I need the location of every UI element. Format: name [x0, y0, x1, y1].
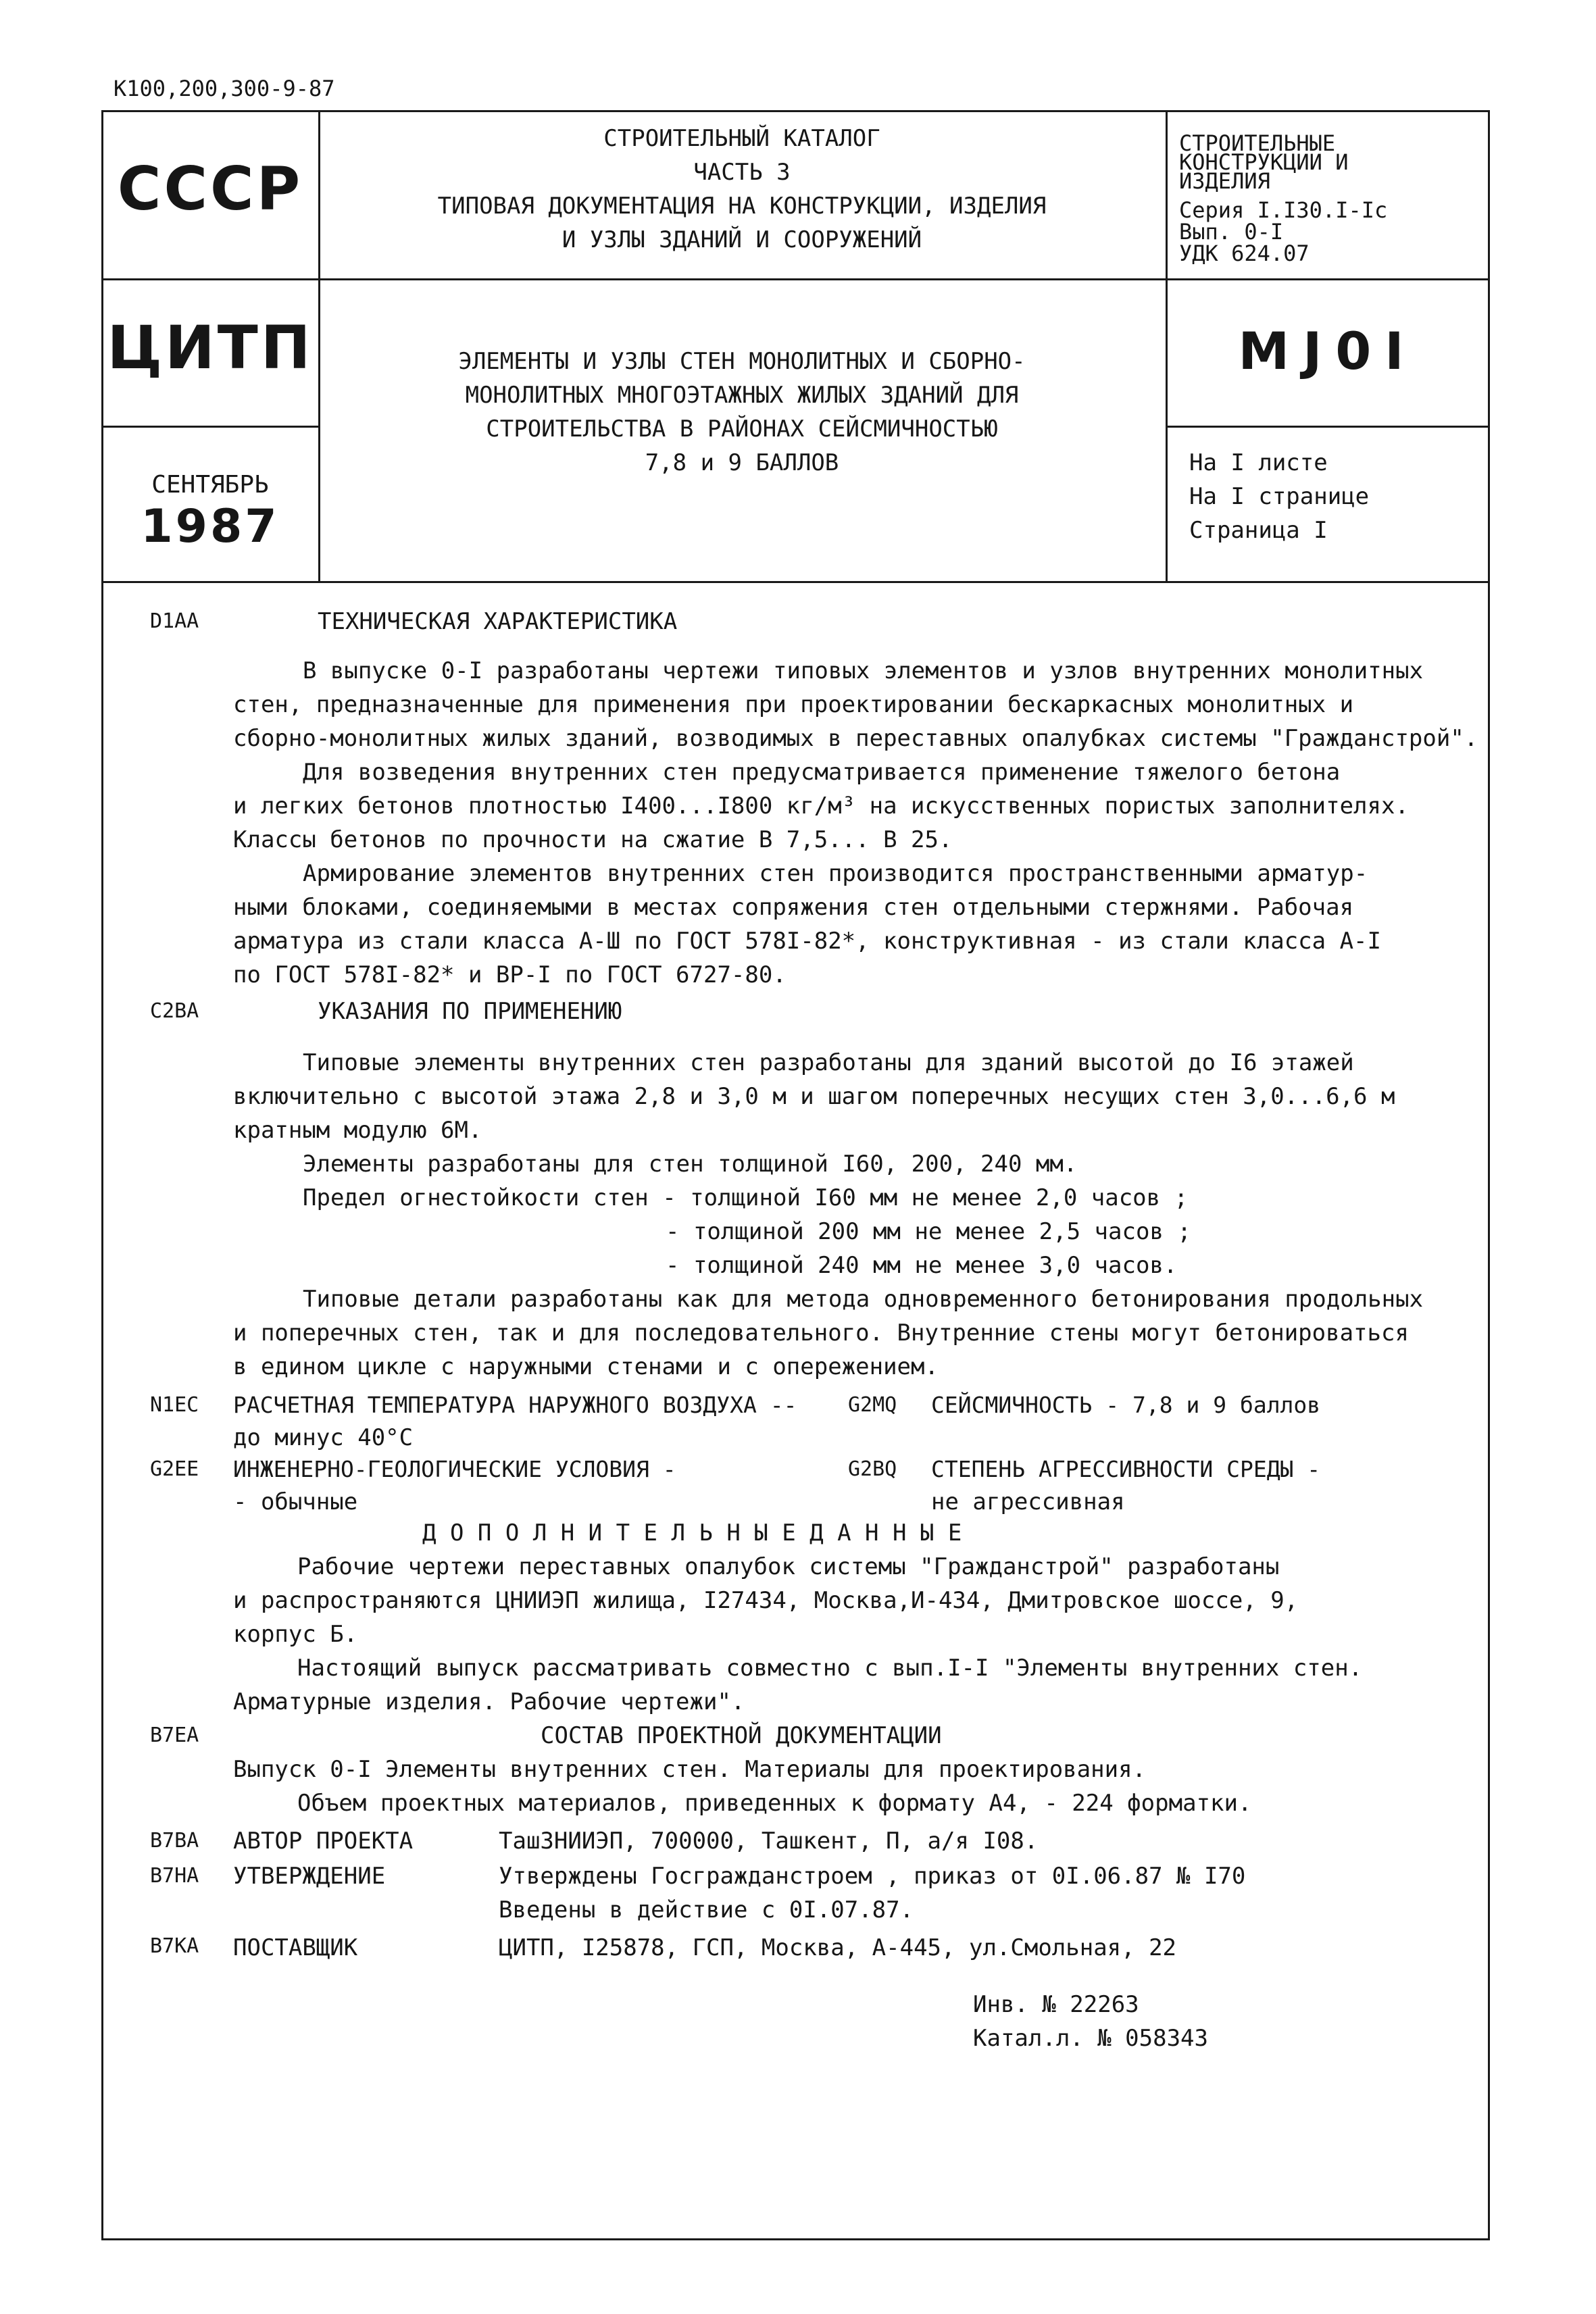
section-code: B7BA: [150, 1829, 199, 1853]
text-line: кратным модулю 6М.: [233, 1117, 482, 1144]
supplier-label: ПОСТАВЩИК: [233, 1934, 358, 1961]
org-mark: ЦИТП: [107, 313, 314, 382]
title-line: СТРОИТЕЛЬСТВА В РАЙОНАХ СЕЙСМИЧНОСТЬЮ: [486, 416, 998, 443]
text-line: Типовые элементы внутренних стен разработаны для зданий высотой до I6 этажей: [303, 1049, 1354, 1076]
text-line: Типовые детали разработаны как для метода одновременного бетонирования продольных: [303, 1286, 1424, 1313]
catalog-line: ТИПОВАЯ ДОКУМЕНТАЦИЯ НА КОНСТРУКЦИИ, ИЗДЕЛИЯ: [437, 193, 1047, 220]
aggressiveness-value: не агрессивная: [931, 1488, 1125, 1515]
text-line: В выпуске 0-I разработаны чертежи типовых элементов и узлов внутренних монолитных: [303, 657, 1424, 684]
approval-value: Утверждены Госгражданстроем , приказ от 0I.06.87 № I70: [499, 1863, 1246, 1890]
sheet-line: На I листе: [1189, 449, 1328, 476]
text-line: по ГОСТ 578I-82* и ВР-I по ГОСТ 6727-80.: [233, 961, 787, 988]
series-line: КОНСТРУКЦИИ И: [1179, 149, 1349, 175]
issue-year: 1987: [141, 500, 280, 553]
text-line: Настоящий выпуск рассматривать совместно с вып.I-I "Элементы внутренних стен.: [297, 1655, 1363, 1682]
series-number: Серия I.I30.I-Ic: [1179, 197, 1388, 223]
text-line: и поперечных стен, так и для последовательного. Внутренние стены могут бетонироваться: [233, 1319, 1409, 1347]
title-line: 7,8 и 9 БАЛЛОВ: [645, 449, 839, 476]
param-code: G2MQ: [848, 1393, 897, 1417]
sheet-line: На I странице: [1189, 483, 1370, 510]
catalog-code: МJ0I: [1238, 321, 1418, 381]
temperature-label: РАСЧЕТНАЯ ТЕМПЕРАТУРА НАРУЖНОГО ВОЗДУХА --: [233, 1392, 797, 1418]
udc-code: УДК 624.07: [1179, 241, 1310, 266]
text-line: корпус Б.: [233, 1621, 358, 1648]
text-line: сборно-монолитных жилых зданий, возводимых в переставных опалубках системы "Гражданстрой".: [233, 725, 1478, 752]
catalog-line: ЧАСТЬ 3: [693, 159, 791, 186]
text-line: - толщиной 240 мм не менее 3,0 часов.: [666, 1252, 1178, 1279]
text-line: и распространяются ЦНИИЭП жилища, I27434, Москва,И-434, Дмитровское шоссе, 9,: [233, 1587, 1299, 1614]
title-line: МОНОЛИТНЫХ МНОГОЭТАЖНЫХ ЖИЛЫХ ЗДАНИЙ ДЛЯ: [465, 382, 1019, 409]
geology-label: ИНЖЕНЕРНО-ГЕОЛОГИЧЕСКИЕ УСЛОВИЯ -: [233, 1456, 676, 1482]
text-line: Элементы разработаны для стен толщиной I60, 200, 240 мм.: [303, 1151, 1078, 1178]
section-code: B7HA: [150, 1864, 199, 1888]
geology-value: - обычные: [233, 1488, 358, 1515]
issue-month: СЕНТЯБРЬ: [151, 471, 269, 499]
text-line: Рабочие чертежи переставных опалубок системы "Гражданстрой" разработаны: [297, 1553, 1280, 1580]
text-line: - толщиной 200 мм не менее 2,5 часов ;: [666, 1218, 1191, 1245]
section-heading: Д О П О Л Н И Т Е Л Ь Н Ы Е Д А Н Н Ы Е: [422, 1519, 962, 1546]
section-code: B7KA: [150, 1934, 199, 1958]
param-code: G2BQ: [848, 1457, 897, 1481]
text-line: Армирование элементов внутренних стен производится пространственными арматур-: [303, 860, 1368, 887]
author-label: АВТОР ПРОЕКТА: [233, 1828, 414, 1855]
text-line: Предел огнестойкости стен - толщиной I60 мм не менее 2,0 часов ;: [303, 1184, 1189, 1211]
text-line: Объем проектных материалов, приведенных к формату А4, - 224 форматки.: [297, 1790, 1252, 1817]
approval-label: УТВЕРЖДЕНИЕ: [233, 1863, 386, 1890]
text-line: и легких бетонов плотностью I400...I800 кг/м³ на искусственных пористых заполнителях.: [233, 793, 1409, 820]
section-heading: ТЕХНИЧЕСКАЯ ХАРАКТЕРИСТИКА: [318, 608, 678, 635]
sheet-line: Страница I: [1189, 517, 1328, 544]
country-mark: СССР: [117, 154, 303, 224]
section-code: D1AA: [150, 609, 199, 633]
inventory-number: Инв. № 22263: [973, 1991, 1139, 2018]
series-line: ИЗДЕЛИЯ: [1179, 168, 1270, 194]
supplier-value: ЦИТП, I25878, ГСП, Москва, А-445, ул.Смольная, 22: [499, 1934, 1177, 1961]
aggressiveness-label: СТЕПЕНЬ АГРЕССИВНОСТИ СРЕДЫ -: [931, 1456, 1321, 1482]
text-line: ными блоками, соединяемыми в местах сопряжения стен отдельными стержнями. Рабочая: [233, 894, 1354, 921]
text-line: включительно с высотой этажа 2,8 и 3,0 м и шагом поперечных несущих стен 3,0...6,6 м: [233, 1083, 1395, 1110]
text-line: Классы бетонов по прочности на сжатие В 7,5... В 25.: [233, 826, 953, 853]
text-line: Для возведения внутренних стен предусматривается применение тяжелого бетона: [303, 759, 1341, 786]
series-line: СТРОИТЕЛЬНЫЕ: [1179, 130, 1336, 156]
param-code: N1EC: [150, 1393, 199, 1417]
text-line: Выпуск 0-I Элементы внутренних стен. Материалы для проектирования.: [233, 1756, 1147, 1783]
doc-reference: К100,200,300-9-87: [114, 76, 335, 101]
catalog-line: И УЗЛЫ ЗДАНИЙ И СООРУЖЕНИЙ: [562, 226, 922, 253]
effective-date: Введены в действие с 0I.07.87.: [499, 1896, 914, 1923]
text-line: арматура из стали класса А-Ш по ГОСТ 578I-82*, конструктивная - из стали класса А-I: [233, 928, 1381, 955]
issue-number: Вып. 0-I: [1179, 219, 1284, 245]
section-heading: СОСТАВ ПРОЕКТНОЙ ДОКУМЕНТАЦИИ: [541, 1722, 942, 1749]
text-line: Арматурные изделия. Рабочие чертежи".: [233, 1688, 745, 1715]
title-line: ЭЛЕМЕНТЫ И УЗЛЫ СТЕН МОНОЛИТНЫХ И СБОРНО-: [458, 348, 1026, 375]
author-value: ТашЗНИИЭП, 700000, Ташкент, П, а/я I08.: [499, 1828, 1039, 1855]
section-heading: УКАЗАНИЯ ПО ПРИМЕНЕНИЮ: [318, 998, 622, 1025]
param-code: G2EE: [150, 1457, 199, 1481]
temperature-value: до минус 40°С: [233, 1424, 414, 1451]
catalog-sheet-number: Катал.л. № 058343: [973, 2025, 1208, 2052]
seismicity: СЕЙСМИЧНОСТЬ - 7,8 и 9 баллов: [931, 1392, 1321, 1418]
text-line: стен, предназначенные для применения при проектировании бескаркасных монолитных и: [233, 691, 1354, 718]
section-code: C2BA: [150, 999, 199, 1023]
catalog-line: СТРОИТЕЛЬНЫЙ КАТАЛОГ: [603, 125, 880, 152]
text-line: в едином цикле с наружными стенами и с опережением.: [233, 1353, 939, 1380]
section-code: B7EA: [150, 1724, 199, 1747]
